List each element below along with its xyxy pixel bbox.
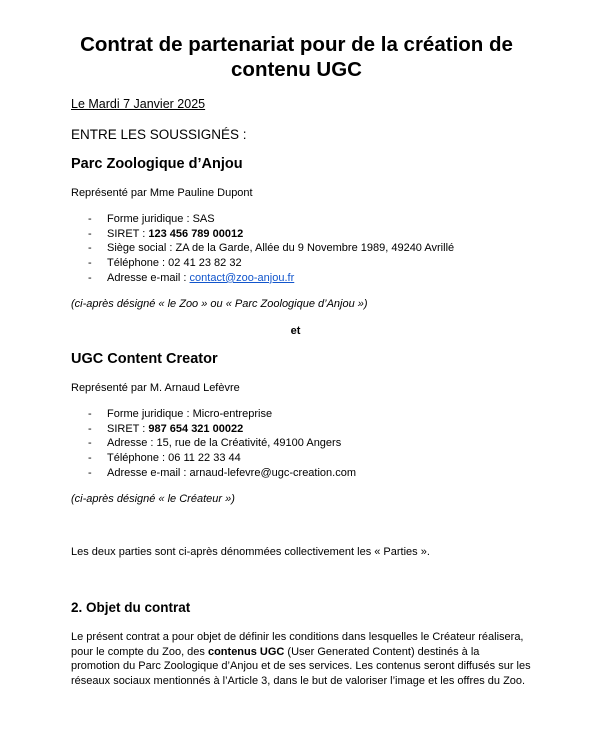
party1-siret-value: 123 456 789 00012 xyxy=(148,227,244,240)
party1-legal-form-value: SAS xyxy=(192,213,215,225)
party2-email xyxy=(71,466,356,481)
party2-legal-form-label: Forme juridique : xyxy=(107,408,193,420)
party2-phone-value: 06 11 22 33 44 xyxy=(168,452,241,465)
party2-info-list xyxy=(71,407,356,481)
document-title-line-2: contenu UGC xyxy=(231,58,362,81)
party2-legal-form xyxy=(71,407,356,422)
party2-address-label: Adresse : xyxy=(107,437,157,450)
party2-phone xyxy=(71,451,356,466)
party1-head-office-value: ZA de la Garde, Allée du 9 Novembre 1989, 49240 Avrillé xyxy=(175,242,455,255)
party1-siret-label: SIRET : xyxy=(107,227,149,240)
party1-head-office-label: Siège social : xyxy=(107,242,176,255)
party1-siret xyxy=(71,227,454,242)
section-2-paragraph-part-2: (User Generated Content) destinés à la promotion du Parc Zoologique d’Anjou et de ses services. Les contenus seront diffusés sur les réseaux sociaux mentionnés à l’Article 3, dans le but de valoriser l’image et les offres du Zoo. xyxy=(71,645,531,687)
party1-email-link[interactable]: contact@zoo-anjou.fr xyxy=(189,271,295,284)
party1-phone-value: 02 41 23 82 32 xyxy=(168,257,242,270)
party2-email-label: Adresse e-mail : xyxy=(107,466,190,479)
party2-siret-label: SIRET : xyxy=(107,422,149,435)
party1-phone-label: Téléphone : xyxy=(107,257,169,270)
party1-email-label: Adresse e-mail : xyxy=(107,271,190,284)
party1-phone xyxy=(71,256,454,271)
party2-email-value: arnaud-lefevre@ugc-creation.com xyxy=(189,466,356,479)
party2-legal-form-value: Micro-entreprise xyxy=(192,408,273,420)
entre-les-soussignes-heading: ENTRE LES SOUSSIGNÉS : xyxy=(71,127,247,142)
party1-legal-form xyxy=(71,212,454,227)
et-separator: et xyxy=(290,325,301,337)
party1-email xyxy=(71,271,454,286)
document-title xyxy=(60,32,533,82)
party2-siret xyxy=(71,422,356,437)
party1-legal-form-label: Forme juridique : xyxy=(107,213,193,225)
parties-statement: Les deux parties sont ci-après dénommées collectivement les « Parties ». xyxy=(71,546,430,558)
party2-address xyxy=(71,436,356,451)
party1-representative: Représenté par Mme Pauline Dupont xyxy=(71,187,253,199)
section-2-paragraph-bold: contenus UGC xyxy=(207,645,285,658)
contract-date: Le Mardi 7 Janvier 2025 xyxy=(71,97,206,111)
section-2-paragraph xyxy=(71,630,531,688)
party1-head-office xyxy=(71,241,454,256)
party1-info-list xyxy=(71,212,454,286)
party2-phone-label: Téléphone : xyxy=(107,452,169,465)
party2-name: UGC Content Creator xyxy=(71,351,218,367)
document-title-line-1: Contrat de partenariat pour de la création de xyxy=(80,33,513,56)
section-2-paragraph-part-1: Le présent contrat a pour objet de définir les conditions dans lesquelles le Créateur réalisera, pour le compte du Zoo, des xyxy=(71,631,524,658)
party1-designation: (ci-après désigné « le Zoo » ou « Parc Zoologique d’Anjou ») xyxy=(71,298,368,310)
party2-address-value: 15, rue de la Créativité, 49100 Angers xyxy=(156,437,342,450)
section-2-heading: 2. Objet du contrat xyxy=(71,600,191,615)
party2-designation: (ci-après désigné « le Créateur ») xyxy=(71,493,235,505)
party1-name: Parc Zoologique d’Anjou xyxy=(71,156,243,172)
party2-siret-value: 987 654 321 00022 xyxy=(148,422,244,435)
party2-representative: Représenté par M. Arnaud Lefèvre xyxy=(71,382,240,394)
